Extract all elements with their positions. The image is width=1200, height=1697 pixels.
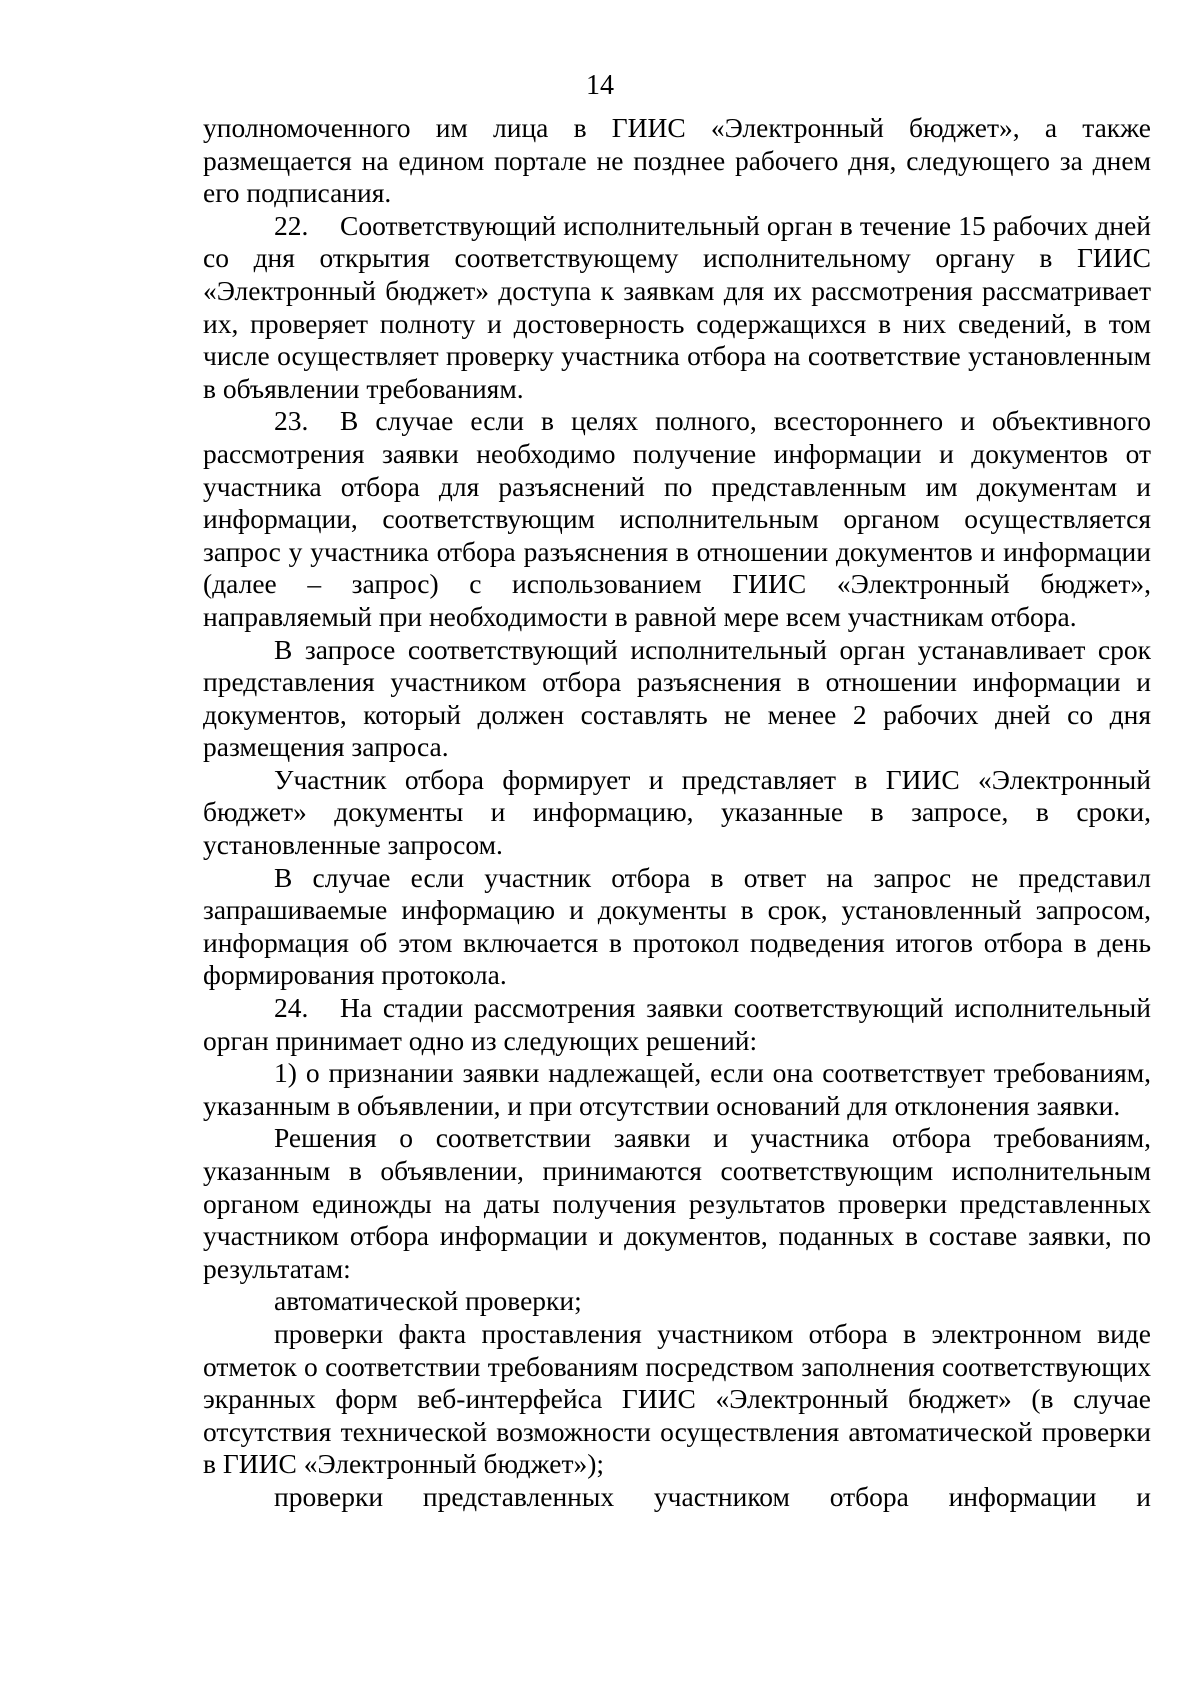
paragraph-23	[203, 405, 1151, 633]
paragraph-continuation	[203, 112, 1151, 210]
paragraph-24	[203, 992, 1151, 1057]
paragraph-text: Соответствующий исполнительный орган в течение 15 рабочих дней со дня открытия соответствующему исполнительному органу в ГИИС «Электронный бюджет» доступа к заявкам для их рассмотрения рассматривает их, проверяет полноту и достоверность содержащихся в них сведений, в том числе осуществляет проверку участника отбора на соответствие установленным в объявлении требованиям.	[203, 209, 1151, 404]
document-body	[203, 112, 1151, 1514]
paragraph-number: 22.	[274, 209, 309, 241]
paragraph-text: На стадии рассмотрения заявки соответствующий исполнительный орган принимает одно из следующих решений:	[203, 992, 1151, 1056]
paragraph-text: проверки представленных участником отбора информации и	[274, 1480, 1151, 1512]
paragraph-text: В случае если в целях полного, всестороннего и объективного рассмотрения заявки необходимо получение информации и документов от участника отбора для разъяснений по представленным им документам и информации, соответствующим исполнительным органом осуществляется запрос у участника отбора разъяснения в отношении документов и информации (далее – запрос) с использованием ГИИС «Электронный бюджет», направляемый при необходимости в равной мере всем участникам отбора.	[203, 405, 1151, 632]
paragraph-decisions	[203, 1122, 1151, 1285]
paragraph-text: В случае если участник отбора в ответ на запрос не представил запрашиваемые информацию и документы в срок, установленный запросом, информация об этом включается в протокол подведения итогов отбора в день формирования протокола.	[203, 861, 1151, 991]
page-number: 14	[586, 70, 614, 101]
paragraph-text: Участник отбора формирует и представляет в ГИИС «Электронный бюджет» документы и информацию, указанные в запросе, в сроки, установленные запросом.	[203, 763, 1151, 861]
paragraph-participant-submits	[203, 764, 1151, 862]
paragraph-text: проверки факта проставления участником отбора в электронном виде отметок о соответствии требованиям посредством заполнения соответствующих экранных форм веб-интерфейса ГИИС «Электронный бюджет» (в случае отсутствия технической возможности осуществления автоматической проверки в ГИИС «Электронный бюджет»);	[203, 1317, 1151, 1480]
paragraph-decision-1	[203, 1057, 1151, 1122]
paragraph-number: 24.	[274, 992, 309, 1024]
paragraph-text: 1) о признании заявки надлежащей, если она соответствует требованиям, указанным в объявлении, и при отсутствии оснований для отклонения заявки.	[203, 1057, 1151, 1121]
paragraph-marks-check	[203, 1318, 1151, 1481]
paragraph-number: 23.	[274, 405, 309, 437]
paragraph-auto-check	[203, 1285, 1151, 1318]
paragraph-22	[203, 210, 1151, 406]
paragraph-text: В запросе соответствующий исполнительный орган устанавливает срок представления участником отбора разъяснения в отношении информации и документов, который должен составлять не менее 2 рабочих дней со дня размещения запроса.	[203, 633, 1151, 763]
paragraph-not-submitted	[203, 862, 1151, 992]
paragraph-text: автоматической проверки;	[274, 1285, 582, 1317]
paragraph-text: Решения о соответствии заявки и участника отбора требованиям, указанным в объявлении, принимаются соответствующим исполнительным органом единожды на даты получения результатов проверки представленных участником отбора информации и документов, поданных в составе заявки, по результатам:	[203, 1122, 1151, 1284]
paragraph-request-deadline	[203, 634, 1151, 764]
paragraph-text: уполномоченного им лица в ГИИС «Электронный бюджет», а также размещается на едином портале не позднее рабочего дня, следующего за днем его подписания.	[203, 112, 1151, 209]
paragraph-info-check	[203, 1481, 1151, 1514]
